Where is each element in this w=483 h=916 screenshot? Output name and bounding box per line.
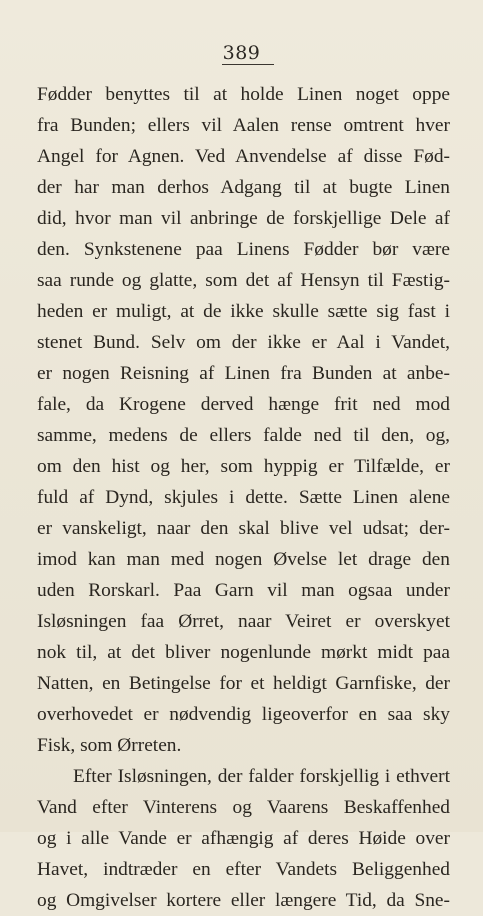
text-line: der har man derhos Adgang til at bugte Linen [37, 177, 450, 198]
text-line: Natten, en Betingelse for et heldigt Garnfiske, der [37, 673, 450, 694]
text-line: samme, medens de ellers falde ned til den, og, [37, 425, 450, 446]
text-line: Isløsningen faa Ørret, naar Veiret er overskyet [37, 611, 450, 632]
text-line: og i alle Vande er afhængig af deres Høide over [37, 828, 450, 849]
text-line: Angel for Agnen. Ved Anvendelse af disse Fød- [37, 146, 450, 167]
text-line: Fisk, som Ørreten. [37, 735, 182, 756]
text-line: imod kan man med nogen Øvelse let drage den [37, 549, 450, 570]
text-line: er nogen Reisning af Linen fra Bunden at anbe- [37, 363, 450, 384]
body-text [37, 79, 450, 916]
text-line: did, hvor man vil anbringe de forskjellige Dele af [37, 208, 450, 229]
text-line: overhovedet er nødvendig ligeoverfor en saa sky [37, 704, 450, 725]
text-line: stenet Bund. Selv om der ikke er Aal i Vandet, [37, 332, 450, 353]
text-line: den. Synkstenene paa Linens Fødder bør være [37, 239, 450, 260]
text-line: nok til, at det bliver nogenlunde mørkt midt paa [37, 642, 450, 663]
text-line: Vand efter Vinterens og Vaarens Beskaffenhed [37, 797, 450, 818]
text-line: heden er muligt, at de ikke skulle sætte sig fast i [37, 301, 450, 322]
text-line: og Omgivelser kortere eller længere Tid, da Sne- [37, 890, 450, 911]
text-line: er vanskeligt, naar den skal blive vel udsat; der- [37, 518, 450, 539]
text-line: Efter Isløsningen, der falder forskjellig i ethvert [73, 766, 450, 787]
text-line: om den hist og her, som hyppig er Tilfælde, er [37, 456, 450, 477]
page-number: 389 [222, 42, 261, 64]
text-line: Havet, indtræder en efter Vandets Beliggenhed [37, 859, 450, 880]
text-line: fale, da Krogene derved hænge frit ned mod [37, 394, 450, 415]
paragraph-2 [37, 761, 450, 916]
page-number-rule [222, 64, 274, 65]
text-line: Fødder benyttes til at holde Linen noget oppe [37, 84, 450, 105]
text-line: uden Rorskarl. Paa Garn vil man ogsaa under [37, 580, 450, 601]
text-line: fra Bunden; ellers vil Aalen rense omtrent hver [37, 115, 450, 136]
paragraph-1 [37, 79, 450, 761]
text-line: fuld af Dynd, skjules i dette. Sætte Linen alene [37, 487, 450, 508]
text-line: saa runde og glatte, som det af Hensyn til Fæstig- [37, 270, 450, 291]
